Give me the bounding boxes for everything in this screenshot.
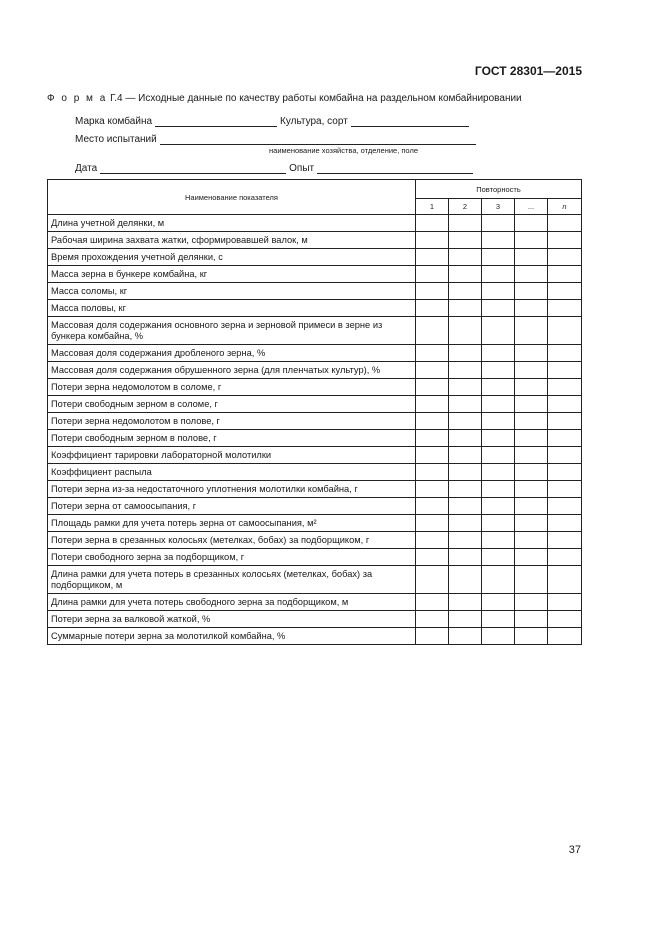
value-cell[interactable] <box>416 447 449 464</box>
value-cell[interactable] <box>416 628 449 645</box>
value-cell[interactable] <box>482 549 515 566</box>
form-number: Г.4 <box>110 93 123 104</box>
indicator-name: Потери зерна от самоосыпания, г <box>48 498 416 515</box>
value-cell[interactable] <box>449 464 482 481</box>
table-row <box>48 215 582 232</box>
value-cell[interactable] <box>416 515 449 532</box>
indicator-name: Коэффициент тарировки лабораторной молотилки <box>48 447 416 464</box>
table-row <box>48 379 582 396</box>
value-cell[interactable] <box>449 447 482 464</box>
field-row-site <box>75 131 480 145</box>
value-cell[interactable] <box>515 345 548 362</box>
value-cell[interactable] <box>515 498 548 515</box>
value-cell[interactable] <box>416 481 449 498</box>
value-cell[interactable] <box>548 345 582 362</box>
value-cell[interactable] <box>482 249 515 266</box>
value-cell[interactable] <box>416 283 449 300</box>
value-cell[interactable] <box>515 362 548 379</box>
table-row <box>48 515 582 532</box>
value-cell[interactable] <box>449 430 482 447</box>
table-row <box>48 317 582 345</box>
table-row <box>48 464 582 481</box>
experiment-label: Опыт <box>289 163 315 174</box>
value-cell[interactable] <box>482 362 515 379</box>
table-row <box>48 447 582 464</box>
value-cell[interactable] <box>482 566 515 594</box>
value-cell[interactable] <box>416 430 449 447</box>
value-cell[interactable] <box>416 345 449 362</box>
value-cell[interactable] <box>515 447 548 464</box>
value-cell[interactable] <box>449 566 482 594</box>
value-cell[interactable] <box>548 628 582 645</box>
value-cell[interactable] <box>449 232 482 249</box>
value-cell[interactable] <box>482 283 515 300</box>
value-cell[interactable] <box>416 379 449 396</box>
value-cell[interactable] <box>515 628 548 645</box>
value-cell[interactable] <box>515 317 548 345</box>
value-cell[interactable] <box>548 283 582 300</box>
page-number: 37 <box>568 844 581 856</box>
indicator-name: Потери свободного зерна за подборщиком, г <box>48 549 416 566</box>
value-cell[interactable] <box>548 594 582 611</box>
value-cell[interactable] <box>449 549 482 566</box>
table-row <box>48 532 582 549</box>
indicator-name: Потери свободным зерном в соломе, г <box>48 396 416 413</box>
value-cell[interactable] <box>416 317 449 345</box>
value-cell[interactable] <box>482 379 515 396</box>
header-indicator-name: Наименование показателя <box>48 180 416 215</box>
table-row <box>48 266 582 283</box>
value-cell[interactable] <box>515 532 548 549</box>
value-cell[interactable] <box>548 396 582 413</box>
value-cell[interactable] <box>515 549 548 566</box>
test-site-blank[interactable] <box>160 134 476 145</box>
table-row <box>48 481 582 498</box>
table-row <box>48 232 582 249</box>
indicator-name: Потери зерна за валковой жаткой, % <box>48 611 416 628</box>
value-cell[interactable] <box>449 481 482 498</box>
value-cell[interactable] <box>416 549 449 566</box>
value-cell[interactable] <box>548 549 582 566</box>
value-cell[interactable] <box>515 232 548 249</box>
test-site-caption: наименование хозяйства, отделение, поле <box>269 146 418 155</box>
table-row <box>48 249 582 266</box>
value-cell[interactable] <box>416 594 449 611</box>
value-cell[interactable] <box>449 249 482 266</box>
value-cell[interactable] <box>482 396 515 413</box>
value-cell[interactable] <box>449 498 482 515</box>
document-code: ГОСТ 28301—2015 <box>474 64 582 78</box>
table-row <box>48 611 582 628</box>
value-cell[interactable] <box>482 317 515 345</box>
value-cell[interactable] <box>548 300 582 317</box>
value-cell[interactable] <box>515 464 548 481</box>
field-row-date <box>75 160 480 174</box>
value-cell[interactable] <box>449 379 482 396</box>
value-cell[interactable] <box>548 413 582 430</box>
value-cell[interactable] <box>548 515 582 532</box>
value-cell[interactable] <box>515 396 548 413</box>
value-cell[interactable] <box>449 532 482 549</box>
value-cell[interactable] <box>548 566 582 594</box>
crop-blank[interactable] <box>351 116 469 127</box>
value-cell[interactable] <box>416 396 449 413</box>
form-title-text: — Исходные данные по качеству работы комбайна на раздельном комбайнировании <box>125 93 522 104</box>
value-cell[interactable] <box>416 362 449 379</box>
value-cell[interactable] <box>548 532 582 549</box>
crop-label: Культура, сорт <box>280 116 348 127</box>
combine-brand-blank[interactable] <box>155 116 277 127</box>
indicator-name: Потери зерна недомолотом в соломе, г <box>48 379 416 396</box>
indicator-name: Время прохождения учетной делянки, с <box>48 249 416 266</box>
value-cell[interactable] <box>515 379 548 396</box>
indicator-name: Длина учетной делянки, м <box>48 215 416 232</box>
indicator-name: Массовая доля содержания основного зерна и зерновой примеси в зерне из бункера комбайна, % <box>48 317 416 345</box>
value-cell[interactable] <box>515 266 548 283</box>
value-cell[interactable] <box>548 317 582 345</box>
value-cell[interactable] <box>515 300 548 317</box>
value-cell[interactable] <box>416 232 449 249</box>
value-cell[interactable] <box>416 300 449 317</box>
table-row <box>48 566 582 594</box>
indicator-name: Длина рамки для учета потерь свободного зерна за подборщиком, м <box>48 594 416 611</box>
experiment-blank[interactable] <box>317 163 473 174</box>
value-cell[interactable] <box>548 481 582 498</box>
value-cell[interactable] <box>482 413 515 430</box>
value-cell[interactable] <box>482 232 515 249</box>
value-cell[interactable] <box>482 447 515 464</box>
value-cell[interactable] <box>548 464 582 481</box>
value-cell[interactable] <box>482 481 515 498</box>
indicator-name: Потери зерна из-за недостаточного уплотнения молотилки комбайна, г <box>48 481 416 498</box>
value-cell[interactable] <box>449 611 482 628</box>
indicator-name: Суммарные потери зерна за молотилкой комбайна, % <box>48 628 416 645</box>
header-repeat-col: 2 <box>449 199 482 215</box>
value-cell[interactable] <box>515 215 548 232</box>
value-cell[interactable] <box>482 464 515 481</box>
table-row <box>48 498 582 515</box>
value-cell[interactable] <box>515 594 548 611</box>
value-cell[interactable] <box>416 464 449 481</box>
value-cell[interactable] <box>416 215 449 232</box>
value-cell[interactable] <box>548 498 582 515</box>
indicator-name: Массовая доля содержания обрушенного зерна (для пленчатых культур), % <box>48 362 416 379</box>
value-cell[interactable] <box>449 345 482 362</box>
value-cell[interactable] <box>416 532 449 549</box>
value-cell[interactable] <box>449 628 482 645</box>
value-cell[interactable] <box>482 594 515 611</box>
value-cell[interactable] <box>449 413 482 430</box>
value-cell[interactable] <box>482 300 515 317</box>
test-site-label: Место испытаний <box>75 134 157 145</box>
value-cell[interactable] <box>449 317 482 345</box>
indicator-name: Масса соломы, кг <box>48 283 416 300</box>
value-cell[interactable] <box>449 215 482 232</box>
value-cell[interactable] <box>449 362 482 379</box>
indicator-name: Коэффициент распыла <box>48 464 416 481</box>
value-cell[interactable] <box>482 430 515 447</box>
header-repeat-col: n <box>548 199 582 215</box>
header-repeat: Повторность <box>416 180 582 199</box>
indicator-name: Длина рамки для учета потерь в срезанных колосьях (метелках, бобах) за подборщиком, м <box>48 566 416 594</box>
indicator-name: Потери зерна в срезанных колосьях (метелках, бобах) за подборщиком, г <box>48 532 416 549</box>
date-blank[interactable] <box>100 163 286 174</box>
indicator-name: Рабочая ширина захвата жатки, сформировавшей валок, м <box>48 232 416 249</box>
value-cell[interactable] <box>548 430 582 447</box>
value-cell[interactable] <box>482 611 515 628</box>
field-row-brand <box>75 113 480 127</box>
value-cell[interactable] <box>482 515 515 532</box>
value-cell[interactable] <box>449 266 482 283</box>
value-cell[interactable] <box>515 481 548 498</box>
value-cell[interactable] <box>449 594 482 611</box>
value-cell[interactable] <box>548 379 582 396</box>
value-cell[interactable] <box>482 345 515 362</box>
value-cell[interactable] <box>548 447 582 464</box>
header-repeat-col: 3 <box>482 199 515 215</box>
value-cell[interactable] <box>548 249 582 266</box>
form-fields <box>75 113 480 178</box>
value-cell[interactable] <box>548 362 582 379</box>
value-cell[interactable] <box>416 566 449 594</box>
value-cell[interactable] <box>416 498 449 515</box>
indicator-name: Масса половы, кг <box>48 300 416 317</box>
data-table <box>47 179 582 645</box>
value-cell[interactable] <box>515 515 548 532</box>
value-cell[interactable] <box>416 249 449 266</box>
indicator-name: Масса зерна в бункере комбайна, кг <box>48 266 416 283</box>
value-cell[interactable] <box>482 628 515 645</box>
value-cell[interactable] <box>515 611 548 628</box>
table-row <box>48 594 582 611</box>
table-row <box>48 283 582 300</box>
value-cell[interactable] <box>515 413 548 430</box>
value-cell[interactable] <box>515 430 548 447</box>
form-title <box>47 93 621 104</box>
combine-brand-label: Марка комбайна <box>75 116 153 127</box>
table-row <box>48 628 582 645</box>
table-row <box>48 430 582 447</box>
value-cell[interactable] <box>449 283 482 300</box>
value-cell[interactable] <box>416 611 449 628</box>
value-cell[interactable] <box>482 532 515 549</box>
table-row <box>48 413 582 430</box>
value-cell[interactable] <box>515 283 548 300</box>
value-cell[interactable] <box>482 266 515 283</box>
value-cell[interactable] <box>548 266 582 283</box>
header-repeat-col: ... <box>515 199 548 215</box>
value-cell[interactable] <box>482 498 515 515</box>
table-row <box>48 345 582 362</box>
indicator-name: Массовая доля содержания дробленого зерна, % <box>48 345 416 362</box>
value-cell[interactable] <box>515 249 548 266</box>
header-repeat-col: 1 <box>416 199 449 215</box>
value-cell[interactable] <box>449 396 482 413</box>
value-cell[interactable] <box>416 266 449 283</box>
table-row <box>48 549 582 566</box>
table-row <box>48 362 582 379</box>
value-cell[interactable] <box>449 300 482 317</box>
value-cell[interactable] <box>416 413 449 430</box>
value-cell[interactable] <box>548 611 582 628</box>
form-label: Ф о р м а <box>47 93 108 104</box>
value-cell[interactable] <box>449 515 482 532</box>
value-cell[interactable] <box>548 215 582 232</box>
table-row <box>48 396 582 413</box>
date-label: Дата <box>75 163 98 174</box>
table-row <box>48 300 582 317</box>
value-cell[interactable] <box>515 566 548 594</box>
value-cell[interactable] <box>482 215 515 232</box>
indicator-name: Потери зерна недомолотом в полове, г <box>48 413 416 430</box>
indicator-name: Площадь рамки для учета потерь зерна от самоосыпания, м² <box>48 515 416 532</box>
value-cell[interactable] <box>548 232 582 249</box>
indicator-name: Потери свободным зерном в полове, г <box>48 430 416 447</box>
